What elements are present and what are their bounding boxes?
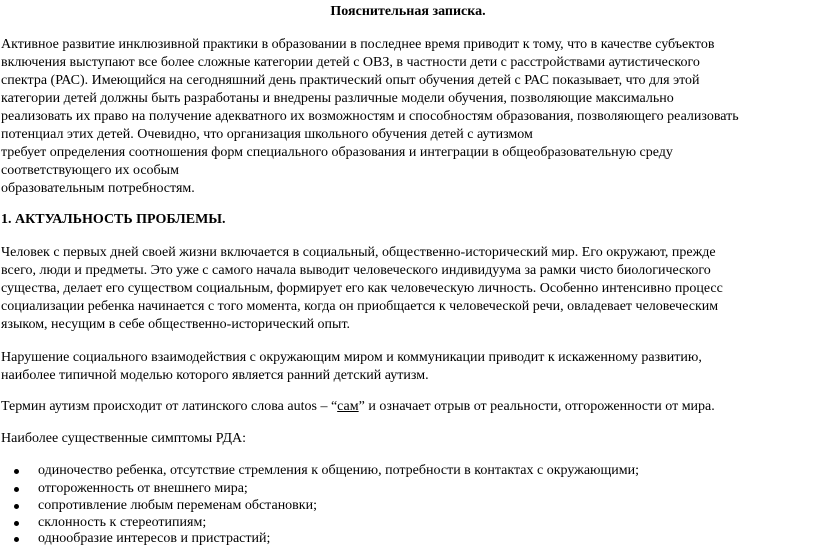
list-item-text: склонность к стереотипиям; (38, 515, 207, 530)
bullet-icon (14, 487, 19, 492)
intro-line: образовательным потребностям. (1, 181, 195, 196)
intro-line: спектра (РАС). Имеющийся на сегодняшний день практический опыт обучения детей с РАС показывает, что для этой (1, 73, 700, 88)
bullet-icon (14, 504, 19, 509)
paragraph-line: социализации ребенка начинается с того момента, когда он приобщается к человеческой речи, овладевает человеческим (1, 299, 719, 314)
term-underlined-word: сам (337, 399, 359, 414)
list-item-text: одиночество ребенка, отсутствие стремления к общению, потребности в контактах с окружающими; (38, 463, 640, 478)
term-text-before: Термин аутизм происходит от латинского слова autos – “ (1, 399, 338, 414)
intro-line: требует определения соотношения форм специального образования и интеграции в общеобразовательную среду (1, 145, 673, 160)
document-title: Пояснительная записка. (330, 4, 486, 19)
list-item-text: отгороженность от внешнего мира; (38, 481, 248, 496)
intro-line: соответствующего их особым (1, 163, 179, 178)
intro-line: включения выступают все более сложные категории детей с ОВЗ, в частности дети с расстройствами аутистического (1, 55, 700, 70)
bullet-icon (14, 521, 19, 526)
paragraph-line: языком, несущим в себе общественно-исторический опыт. (1, 317, 351, 332)
paragraph-line: наиболее типичной моделью которого является ранний детский аутизм. (1, 368, 429, 383)
intro-line: Активное развитие инклюзивной практики в образовании в последнее время приводит к тому, что в качестве субъектов (1, 37, 715, 52)
bullet-icon (14, 469, 19, 474)
term-text-after: ” и означает отрыв от реальности, отгороженности от мира. (358, 399, 715, 414)
intro-line: реализовать их право на получение адекватного их возможностям и способностям образования, позволяющего реализовать (1, 109, 739, 124)
list-item-text: сопротивление любым переменам обстановки; (38, 498, 317, 513)
paragraph-line: Человек с первых дней своей жизни включается в социальный, общественно-исторический мир. Его окружают, прежде (1, 245, 716, 260)
paragraph-line: всего, люди и предметы. Это уже с самого начала выводит человеческого индивидуума за рамки чисто биологического (1, 263, 711, 278)
intro-line: потенциал этих детей. Очевидно, что организация школьного обучения детей с аутизмом (1, 127, 533, 142)
intro-line: категории детей должны быть разработаны и внедрены различные модели обучения, позволяющие максимально (1, 91, 674, 106)
paragraph-line: Нарушение социального взаимодействия с окружающим миром и коммуникации приводит к искаженному развитию, (1, 350, 702, 365)
term-paragraph (1, 398, 715, 416)
list-item-text: однообразие интересов и пристрастий; (38, 531, 271, 546)
bullet-icon (14, 537, 19, 542)
symptoms-intro: Наиболее существенные симптомы РДА: (1, 431, 246, 446)
paragraph-line: существа, делает его существом социальным, формирует его как человеческую личность. Особенно интенсивно процесс (1, 281, 723, 296)
section-heading: 1. АКТУАЛЬНОСТЬ ПРОБЛЕМЫ. (1, 212, 226, 227)
